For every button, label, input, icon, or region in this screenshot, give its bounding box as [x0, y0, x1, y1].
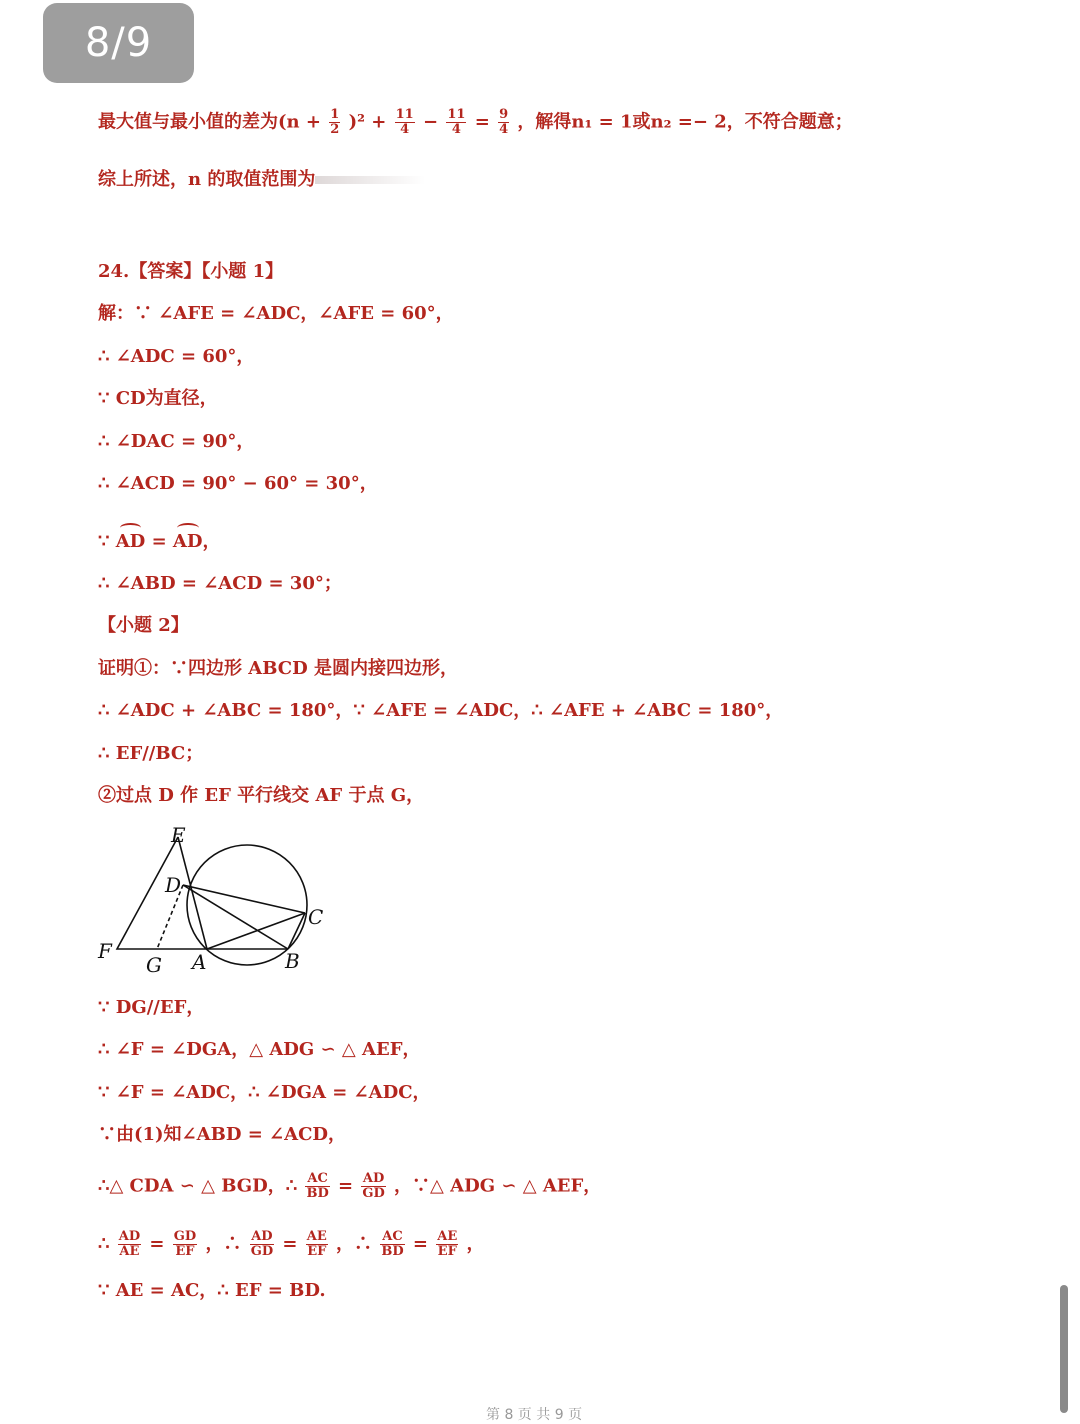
- text-seg: ∴: [98, 1233, 110, 1255]
- label-d: D: [165, 873, 182, 897]
- text-line: ②过点 D 作 EF 平行线交 AF 于点 G，: [98, 785, 425, 806]
- text-seg: )² +: [348, 111, 387, 133]
- text-line: ∵ DG//EF，: [98, 997, 205, 1018]
- frac-num: AE: [437, 1229, 458, 1244]
- frac-den: 4: [451, 122, 461, 137]
- arc-ad: AD: [115, 531, 146, 552]
- frac-num: AE: [306, 1229, 327, 1244]
- frac-den: GD: [250, 1244, 274, 1259]
- frac-num: AC: [382, 1229, 403, 1244]
- frac-num: 11: [395, 107, 414, 122]
- frac-den: EF: [307, 1244, 327, 1259]
- label-c: C: [308, 905, 324, 929]
- frac-den: EF: [175, 1244, 195, 1259]
- fraction: [446, 108, 466, 137]
- frac-num: 11: [447, 107, 466, 122]
- text-line: ∴ EF//BC；: [98, 743, 204, 764]
- frac-num: AD: [118, 1229, 141, 1244]
- label-b: B: [285, 949, 300, 973]
- text-seg: =: [145, 531, 173, 552]
- label-f: F: [98, 939, 112, 963]
- fraction: [250, 1230, 274, 1259]
- frac-num: AC: [307, 1171, 328, 1186]
- fraction: [329, 108, 340, 137]
- text-seg: −: [422, 111, 439, 133]
- frac-den: 4: [499, 122, 509, 137]
- text-seg: ∴△ CDA ∽ △ BGD，∴: [98, 1175, 298, 1197]
- text-line: ∵由(1)知∠ABD = ∠ACD，: [98, 1124, 347, 1145]
- text-line-arc: [98, 530, 221, 554]
- text-seg: ，∴: [205, 1233, 242, 1255]
- text-seg: =: [474, 111, 490, 133]
- frac-num: GD: [173, 1229, 197, 1244]
- geometry-diagram: [95, 822, 335, 982]
- frac-den: 2: [330, 122, 340, 137]
- line-ea: [178, 837, 207, 949]
- text-seg: ，∴: [336, 1233, 373, 1255]
- frac-den: GD: [362, 1186, 385, 1201]
- text-seg: =: [338, 1175, 354, 1197]
- scrollbar-thumb[interactable]: [1060, 1285, 1068, 1413]
- frac-den: BD: [306, 1186, 329, 1201]
- frac-den: EF: [437, 1244, 457, 1259]
- fraction: [436, 1230, 458, 1259]
- page-footer: 第 8 页 共 9 页: [486, 1407, 583, 1423]
- text-line: ∴ ∠F = ∠DGA，△ ADG ∽ △ AEF，: [98, 1039, 421, 1060]
- text-line: ∴ ∠ABD = ∠ACD = 30°；: [98, 573, 342, 594]
- text-seg: =: [412, 1233, 428, 1255]
- text-seg: =: [282, 1233, 298, 1255]
- text-seg: 最大值与最小值的差为(n +: [98, 111, 321, 133]
- text-seg: ∵: [98, 531, 116, 552]
- text-seg: =: [149, 1233, 165, 1255]
- label-g: G: [146, 953, 162, 977]
- text-line: ∵ CD为直径，: [98, 388, 218, 409]
- text-line-similar: [98, 1172, 601, 1201]
- label-e: E: [171, 823, 186, 847]
- fraction: [361, 1172, 385, 1201]
- fraction: [173, 1230, 197, 1259]
- text-line: 证明①：∵四边形 ABCD 是圆内接四边形，: [98, 658, 458, 679]
- text-line-ratios: [98, 1230, 485, 1259]
- text-line: 解：∵ ∠AFE = ∠ADC，∠AFE = 60°，: [98, 303, 454, 324]
- fraction: [395, 108, 415, 137]
- text-line-final: ∵ AE = AC，∴ EF = BD.: [98, 1280, 326, 1301]
- arc-ad: AD: [172, 531, 203, 552]
- subquestion-heading: 【小题 2】: [98, 615, 189, 636]
- text-seg: 综上所述，n 的取值范围为: [98, 169, 316, 190]
- answer-heading: 24.【答案】【小题 1】: [98, 261, 284, 282]
- text-line: ∴ ∠ACD = 90° − 60° = 30°，: [98, 473, 378, 494]
- text-seg: ，∵△ ADG ∽ △ AEF，: [394, 1175, 602, 1197]
- text-line: ∴ ∠ADC = 60°，: [98, 346, 255, 367]
- frac-num: 1: [330, 107, 340, 122]
- fraction: [306, 1230, 328, 1259]
- label-a: A: [192, 950, 207, 974]
- text-line: ∴ ∠DAC = 90°，: [98, 431, 255, 452]
- text-seg: ，: [202, 531, 221, 552]
- frac-num: AD: [362, 1171, 385, 1186]
- line-dc: [183, 885, 305, 913]
- frac-den: BD: [381, 1244, 404, 1259]
- frac-den: AE: [119, 1244, 140, 1259]
- fraction: [305, 1172, 329, 1201]
- page-indicator: 8/9: [43, 3, 194, 83]
- frac-num: AD: [251, 1229, 273, 1244]
- frac-den: 4: [400, 122, 410, 137]
- fraction: [380, 1230, 404, 1259]
- text-line: ∵ ∠F = ∠ADC，∴ ∠DGA = ∠ADC，: [98, 1082, 431, 1103]
- text-line: ∴ ∠ADC + ∠ABC = 180°，∵ ∠AFE = ∠ADC，∴ ∠AFE + ∠ABC = 180°，: [98, 700, 784, 721]
- fraction: [498, 108, 509, 137]
- text-line-conclusion: [98, 168, 425, 192]
- text-line-max-min: [98, 108, 853, 137]
- faded-region: [315, 176, 425, 184]
- text-seg: ，解得n₁ = 1或n₂ =− 2，不符合题意；: [517, 111, 853, 133]
- fraction: [118, 1230, 141, 1259]
- frac-num: 9: [499, 107, 509, 122]
- text-seg: ，: [466, 1233, 485, 1255]
